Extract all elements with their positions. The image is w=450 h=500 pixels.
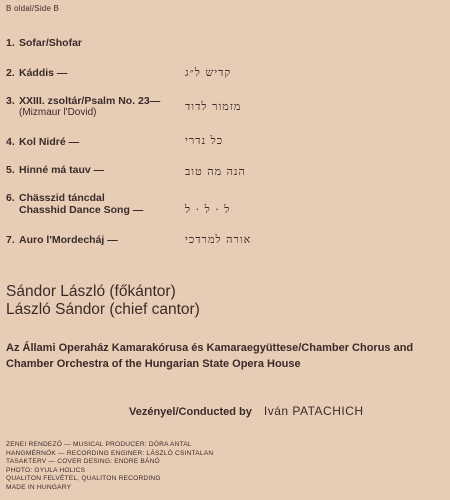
- track-title: XXIII. zsoltár/Psalm No. 23—: [19, 95, 161, 107]
- track-2: [6, 67, 67, 79]
- hebrew-title-3: מזמור לדוד: [185, 100, 242, 113]
- track-title: Hinné má tauv —: [19, 164, 105, 176]
- cantor-line-hungarian: Sándor László (főkántor): [6, 283, 176, 300]
- conductor-credit: [129, 404, 364, 418]
- credit-line: ZENEI RENDEZŐ — MUSICAL PRODUCER: DÓRA ANTAL: [6, 441, 192, 448]
- track-title: Káddis —: [19, 67, 68, 79]
- track-subtitle: (Mizmaur l'Dovid): [19, 107, 97, 118]
- credit-line: PHOTO: GYULA HOLICS: [6, 466, 86, 474]
- track-title: Sofar/Shofar: [19, 37, 83, 49]
- track-title: Chässzid táncdal: [19, 192, 105, 204]
- track-title-english: Chasshid Dance Song —: [19, 204, 144, 216]
- cantor-line-english: László Sándor (chief cantor): [6, 301, 200, 318]
- track-number: 4.: [6, 136, 15, 148]
- track-title: Auro l'Mordecháj —: [19, 234, 118, 246]
- ensemble-credit: Az Állami Operaház Kamarakórusa és Kamaraegyüttese/Chamber Chorus and Chamber Orchestra of the Hungarian State Opera House: [6, 342, 414, 370]
- side-label: B oldal/Side B: [6, 4, 60, 13]
- hebrew-title-2: קדיש ל״ג: [185, 66, 232, 79]
- conductor-label: Vezényel/Conducted by: [129, 406, 252, 418]
- track-4: [6, 136, 79, 148]
- credit-line: TASAKTERV — COVER DESING: ENDRE BÁNÓ: [6, 458, 160, 466]
- track-number: 3.: [6, 95, 15, 107]
- track-number: 5.: [6, 164, 15, 176]
- cantor-credit: [6, 283, 200, 319]
- credit-line: HANGMÉRNÖK — RECORDING ENGINER: LÁSZLÓ CSINTALAN: [6, 449, 214, 457]
- track-3: [6, 95, 160, 119]
- track-title: Kol Nidré —: [19, 136, 80, 148]
- track-number: 1.: [6, 37, 15, 49]
- credit-line: MADE IN HUNGARY: [6, 483, 72, 491]
- track-number: 6.: [6, 192, 15, 204]
- production-credits: [6, 441, 213, 493]
- track-1: [6, 37, 82, 49]
- hebrew-title-7: אורה למרדכי: [185, 233, 252, 246]
- track-6: [6, 192, 143, 216]
- conductor-name: Iván PATACHICH: [263, 404, 364, 418]
- track-number: 7.: [6, 234, 15, 246]
- hebrew-title-5: הנה מה טוב: [185, 165, 246, 178]
- track-7: [6, 234, 118, 246]
- hebrew-title-4: כל נדרי: [185, 134, 224, 147]
- hebrew-title-6: ל · ל · ל: [185, 203, 231, 216]
- track-5: [6, 164, 104, 176]
- track-number: 2.: [6, 67, 15, 79]
- credit-line: QUALITON FELVÉTEL, QUALITON RECORDING: [6, 475, 161, 483]
